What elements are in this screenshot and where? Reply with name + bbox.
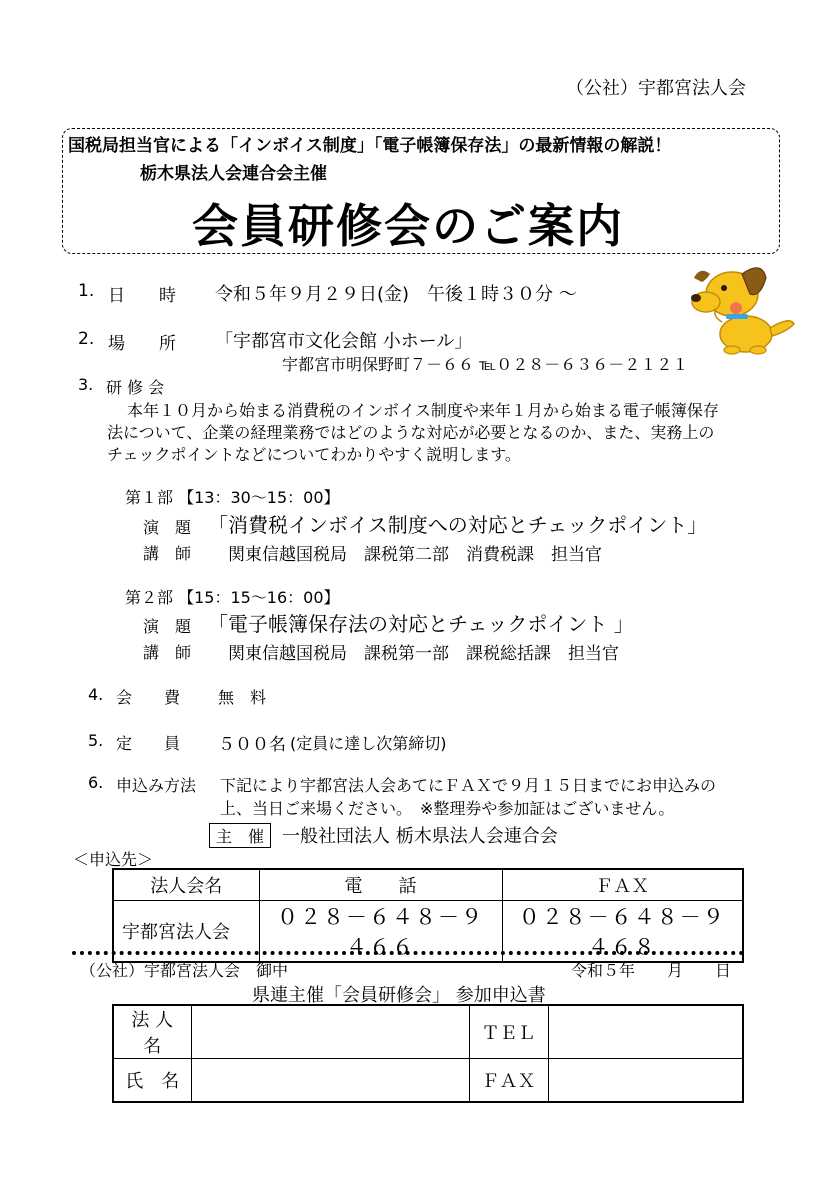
application-form-table xyxy=(112,1004,744,1103)
page-title: 会員研修会のご案内 xyxy=(192,199,624,253)
organizer-value: 一般社団法人 栃木県法人会連合会 xyxy=(282,826,558,847)
contact-phone: ０２８－６４８－９４６６ xyxy=(259,900,502,962)
training-desc-line-2: 法について、企業の経理業務ではどのような対応が必要となるのか、また、実務上の xyxy=(107,423,715,442)
contact-heading: ＜申込先＞ xyxy=(73,850,154,869)
part2-theme-label: 演 題 xyxy=(143,617,192,636)
item-datetime-label: 日 時 xyxy=(108,286,176,306)
part2-heading: 第２部 【15：15～16：00】 xyxy=(125,588,340,607)
dog-mascot-icon xyxy=(686,258,804,356)
item-place-value: 「宇都宮市文化会館 小ホール」 xyxy=(215,331,473,352)
contact-header-name: 法人会名 xyxy=(113,869,259,900)
part2-theme: 「電子帳簿保存法の対応とチェックポイント 」 xyxy=(208,612,634,636)
item-place-num: 2. xyxy=(78,329,95,349)
form-date: 令和５年 月 日 xyxy=(571,961,732,980)
header-lead: 国税局担当官による「インボイス制度」「電子帳簿保存法」の最新情報の解説！ xyxy=(68,136,672,156)
contact-header-fax: ＦＡＸ xyxy=(502,869,743,900)
form-title: 県連主催「会員研修会」 参加申込書 xyxy=(252,985,546,1006)
item-training-label: 研 修 会 xyxy=(106,378,165,397)
form-field-fax[interactable] xyxy=(548,1059,743,1102)
item-capacity-label: 定 員 xyxy=(116,734,181,753)
training-desc-line-3: チェックポイントなどについてわかりやすく説明します。 xyxy=(107,445,521,464)
item-training-num: 3. xyxy=(78,375,94,394)
form-label-tel: ＴＥＬ xyxy=(469,1005,548,1059)
item-datetime-value: 令和５年９月２９日(金) 午後１時３０分 ～ xyxy=(215,284,577,305)
form-label-name: 氏 名 xyxy=(113,1059,191,1102)
item-fee-value: 無 料 xyxy=(218,688,267,707)
table-row xyxy=(113,1005,743,1059)
org-header: （公社）宇都宮法人会 xyxy=(566,78,746,99)
item-apply-num: 6. xyxy=(88,773,104,792)
apply-line-2: 上、当日ご来場ください。 ※整理券や参加証はございません。 xyxy=(220,799,675,818)
part1-theme-label: 演 題 xyxy=(143,518,192,537)
contact-org-name: 宇都宮法人会 xyxy=(113,900,259,962)
item-apply-label: 申込み方法 xyxy=(116,776,197,795)
table-row xyxy=(113,869,743,900)
part2-lecturer: 関東信越国税局 課税第一部 課税総括課 担当官 xyxy=(228,644,619,664)
organizer-label: 主 催 xyxy=(209,823,271,848)
item-fee-label: 会 費 xyxy=(116,688,181,707)
part2-lecturer-label: 講 師 xyxy=(143,643,192,662)
apply-line-1: 下記により宇都宮法人会あてにＦＡＸで９月１５日までにお申込みの xyxy=(220,776,717,795)
item-capacity-value: ５００名 xyxy=(218,735,286,755)
part1-heading: 第１部 【13：30～15：00】 xyxy=(125,488,340,507)
item-datetime-num: 1. xyxy=(78,281,95,301)
form-label-fax: ＦＡＸ xyxy=(469,1059,548,1102)
part1-lecturer-label: 講 師 xyxy=(143,544,192,563)
part1-lecturer: 関東信越国税局 課税第二部 消費税課 担当官 xyxy=(228,545,602,565)
header-host: 栃木県法人会連合会主催 xyxy=(140,164,327,184)
form-label-company: 法 人 名 xyxy=(113,1005,191,1059)
item-capacity-num: 5. xyxy=(88,731,104,750)
table-row xyxy=(113,1059,743,1102)
item-capacity-note: (定員に達し次第締切) xyxy=(290,734,447,753)
training-desc-line-1: 本年１０月から始まる消費税のインボイス制度や来年１月から始まる電子帳簿保存 xyxy=(127,401,719,420)
contact-header-phone: 電 話 xyxy=(259,869,502,900)
cut-line-divider xyxy=(72,951,744,955)
form-addressee: （公社）宇都宮法人会 御中 xyxy=(80,961,289,980)
item-place-label: 場 所 xyxy=(108,334,176,354)
item-fee-num: 4. xyxy=(88,685,104,704)
form-field-company[interactable] xyxy=(191,1005,469,1059)
form-field-name[interactable] xyxy=(191,1059,469,1102)
contact-table xyxy=(112,868,744,963)
item-place-address: 宇都宮市明保野町７－６６ ℡０２８－６３６－２１２１ xyxy=(282,355,689,374)
part1-theme: 「消費税インボイス制度への対応とチェックポイント」 xyxy=(208,513,708,537)
form-field-tel[interactable] xyxy=(548,1005,743,1059)
contact-fax: ０２８－６４８－９４６８ xyxy=(502,900,743,962)
